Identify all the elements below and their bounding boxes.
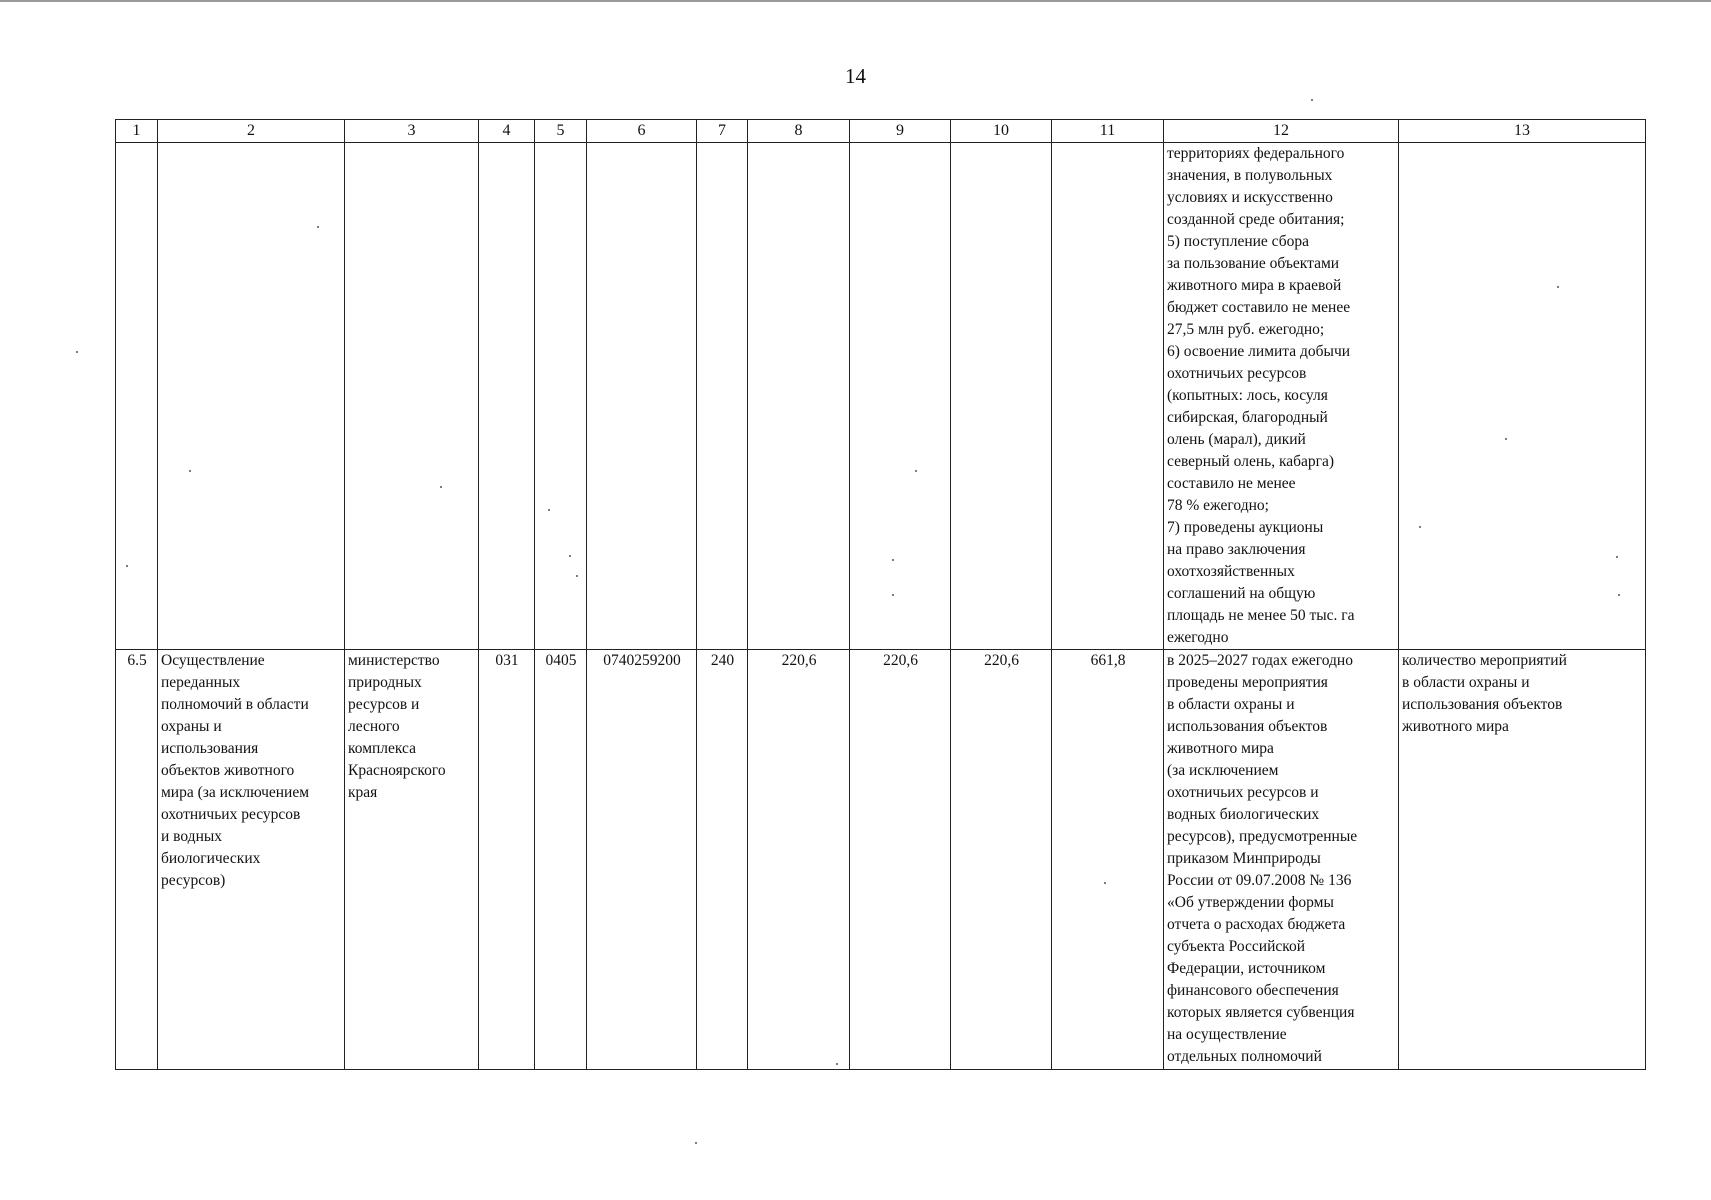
scan-speck (569, 555, 571, 557)
total-amount-cell (1052, 143, 1164, 650)
amount-cell (850, 143, 951, 650)
administrator-cell (345, 143, 479, 650)
column-header: 3 (345, 120, 479, 143)
scan-speck (1104, 882, 1106, 884)
column-header: 5 (535, 120, 587, 143)
scan-speck (1505, 438, 1507, 440)
table-row (116, 650, 1646, 1070)
column-header: 12 (1164, 120, 1399, 143)
column-header: 8 (748, 120, 850, 143)
row-number-cell (116, 143, 158, 650)
amount-cell (951, 143, 1052, 650)
scan-speck (836, 1063, 838, 1065)
column-header: 6 (587, 120, 697, 143)
scan-speck (1557, 286, 1559, 288)
scan-speck (1616, 556, 1618, 558)
administrator-cell: министерство природных ресурсов и лесного комплекса Красноярского края (345, 650, 479, 1070)
code-cell (535, 143, 587, 650)
column-header: 13 (1399, 120, 1646, 143)
scan-speck (317, 226, 319, 228)
scan-speck (1311, 99, 1313, 101)
column-header: 4 (479, 120, 535, 143)
scan-speck (548, 509, 550, 511)
code-cell (479, 143, 535, 650)
scan-speck (915, 470, 917, 472)
code-cell: 0405 (535, 650, 587, 1070)
program-table (115, 119, 1646, 1070)
code-cell: 0740259200 (587, 650, 697, 1070)
measure-name-cell: Осуществление переданных полномочий в области охраны и использования объектов животного мира (за исключением охотничьих ресурсов и водных биологических ресурсов) (158, 650, 345, 1070)
top-edge-rule (0, 0, 1711, 2)
scan-speck (76, 351, 78, 353)
table-row (116, 143, 1646, 650)
code-cell (697, 143, 748, 650)
code-cell: 031 (479, 650, 535, 1070)
total-amount-cell: 661,8 (1052, 650, 1164, 1070)
page-number: 14 (845, 64, 866, 88)
code-cell: 240 (697, 650, 748, 1070)
scan-speck (576, 575, 578, 577)
amount-cell: 220,6 (748, 650, 850, 1070)
column-header: 2 (158, 120, 345, 143)
scan-speck (892, 559, 894, 561)
column-header: 11 (1052, 120, 1164, 143)
amount-cell (748, 143, 850, 650)
scan-speck (1618, 594, 1620, 596)
expected-result-cell: территориях федерального значения, в полувольных условиях и искусственно созданной среде обитания; 5) поступление сбора за пользование объектами животного мира в краевой бюджет составило не менее 27,5 млн руб. ежегодно; 6) освоение лимита добычи охотничьих ресурсов (копытных: лось, косуля сибирская, благородный олень (марал), дикий северный олень, кабарга) составило не менее 78 % ежегодно; 7) проведены аукционы на право заключения охотхозяйственных соглашений на общую площадь не менее 50 тыс. га ежегодно (1164, 143, 1399, 650)
column-header: 10 (951, 120, 1052, 143)
expected-result-cell: в 2025–2027 годах ежегодно проведены мероприятия в области охраны и использования объектов животного мира (за исключением охотничьих ресурсов и водных биологических ресурсов), предусмотренные приказом Минприроды России от 09.07.2008 № 136 «Об утверждении формы отчета о расходах бюджета субъекта Российской Федерации, источником финансового обеспечения которых является субвенция на осуществление отдельных полномочий (1164, 650, 1399, 1070)
row-number-cell: 6.5 (116, 650, 158, 1070)
code-cell (587, 143, 697, 650)
measure-name-cell (158, 143, 345, 650)
column-header: 1 (116, 120, 158, 143)
amount-cell: 220,6 (850, 650, 951, 1070)
scan-speck (126, 565, 128, 567)
indicator-cell (1399, 143, 1646, 650)
indicator-cell: количество мероприятий в области охраны и использования объектов животного мира (1399, 650, 1646, 1070)
column-number-row (116, 120, 1646, 143)
column-header: 7 (697, 120, 748, 143)
scan-speck (695, 1142, 697, 1144)
scan-speck (1419, 526, 1421, 528)
scan-speck (892, 594, 894, 596)
scan-speck (440, 486, 442, 488)
scan-speck (189, 470, 191, 472)
amount-cell: 220,6 (951, 650, 1052, 1070)
column-header: 9 (850, 120, 951, 143)
